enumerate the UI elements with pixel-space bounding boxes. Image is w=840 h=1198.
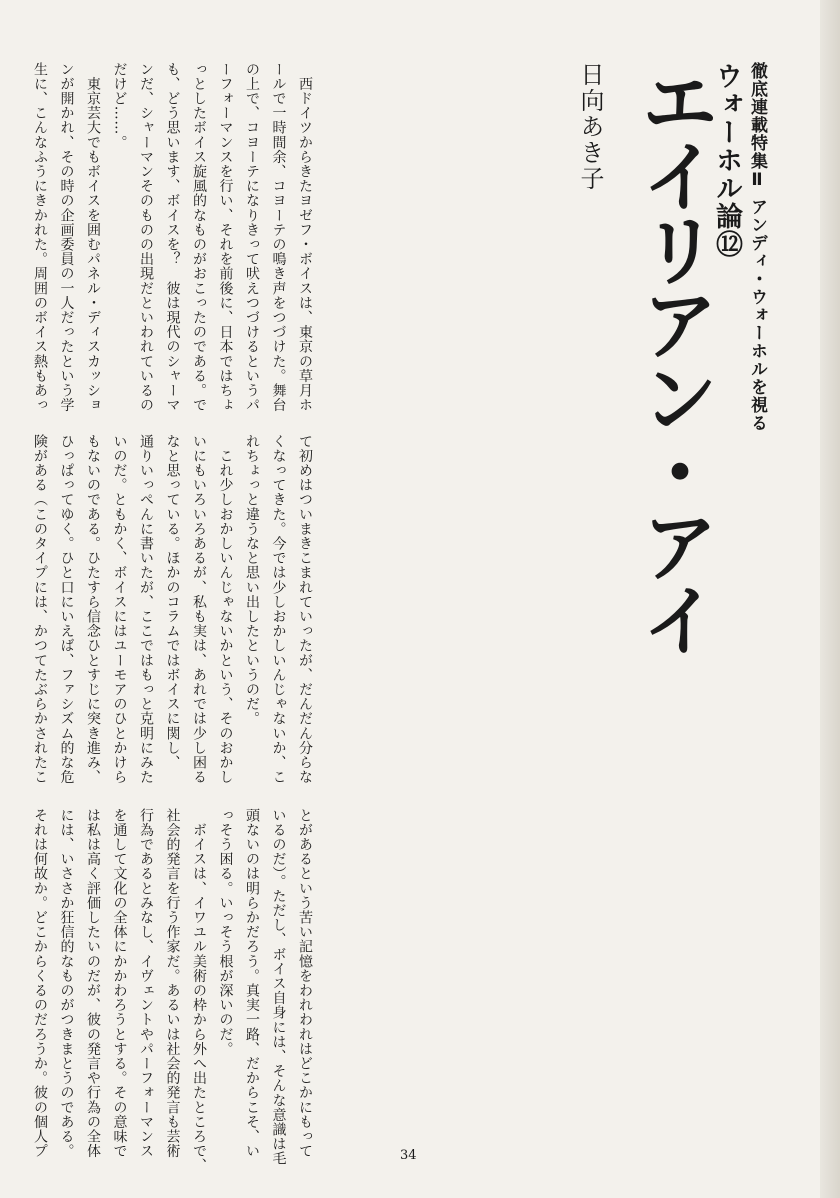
series-label: 徹底連載特集Ⅱ アンディ・ウォーホルを視る <box>747 62 767 432</box>
page-edge <box>820 0 840 1198</box>
page-number: 34 <box>400 1148 417 1163</box>
body-text-top: 西ドイツからきたヨゼフ・ボイスは、東京の草月ホ ールで一時間余、コヨーテの鳴き声をつづけた。舞台 の上で、コヨーテになりきって吠えつづけるというパ ーフォーマンスを行い、それを前後に、日本ではちょ っとしたボイス旋風的なものがおこったのである。で も、どう思います、ボイスを？ 彼は現代のシャーマ ンだ、シャーマンそのものの出現だといわれているの だけど……。 東京芸大でもボイスを囲むパネル・ディスカッショ ンが開かれ、その時の企画委員の一人だったという学 生に、こんなふうにきかれた。周囲のボイス熱もあっ <box>32 62 313 413</box>
body-text-middle: て初めはついまきこまれていったが、だんだん分らな くなってきた。今では少しおかしいんじゃないか、こ れちょっと違うなと思い出したというのだ。 これ少しおかしいんじゃないかという、そのおかし いにもいろいろあるが、私も実は、あれでは少し困る なと思っている。ほかのコラムではボイスに関し、 通りいっぺんに書いたが、ここではもっと克明にみた いのだ。ともかく、ボイスにはユーモアのひとかけら もないのである。ひたすら信念ひとすじに突き進み、 ひっぱってゆく。ひと口にいえば、ファシズム的な危 険がある（このタイプには、かつてたぶらかされたこ <box>32 434 313 785</box>
author-name: 日向あき子 <box>576 62 604 192</box>
body-text-bottom: とがあるという苦い記憶をわれわれはどこかにもって いるのだ）。ただし、ボイス自身には、そんな意識は毛 頭ないのは明らかだろう。真実一路、だからこそ、い っそう困る。いっそう根が深いのだ。 ボイスは、イワユル美術の枠から外へ出たところで、 社会的発言を行う作家だ。あるいは社会的発言も芸術 行為であるとみなし、イヴェントやパーフォーマンス を通して文化の全体にかかわろうとする。その意味で は私は高く評価したいのだが、彼の発言や行為の全体 には、いささか狂信的なものがつきまとうのである。 それは何故か。どこからくるのだろうか。彼の個人プ <box>32 808 313 1173</box>
article-title: エイリアン・アイ <box>628 62 719 654</box>
series-title: ウォーホル論⑫ <box>711 62 742 258</box>
